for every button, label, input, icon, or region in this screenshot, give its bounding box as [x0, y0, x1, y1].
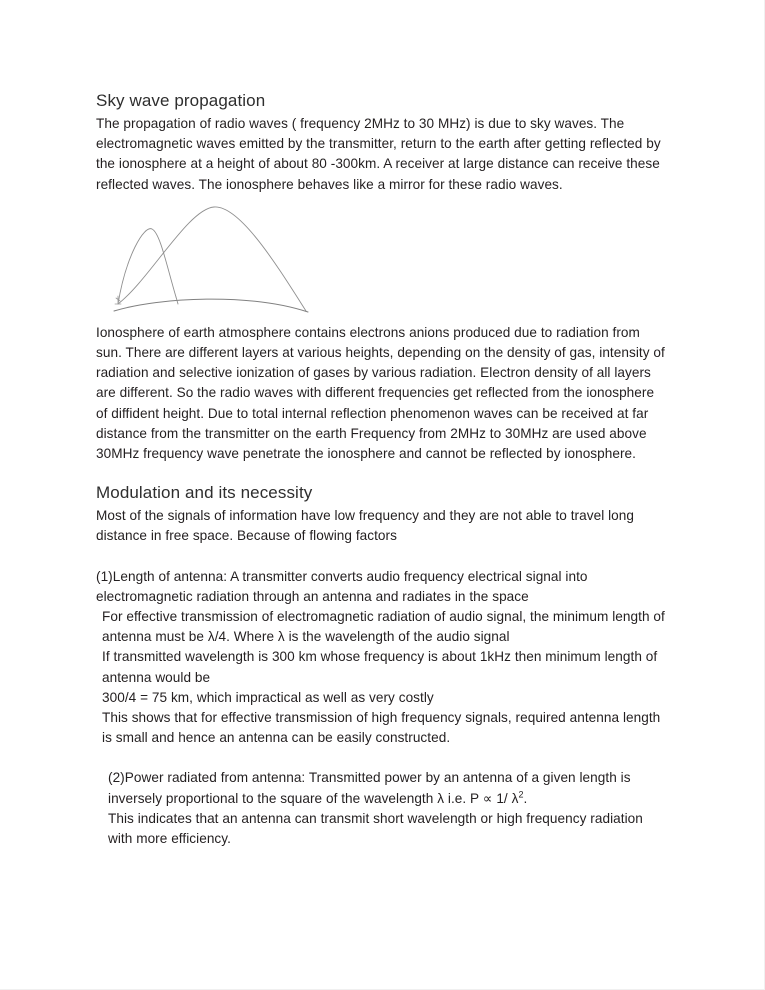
- point-one-lead: (1)Length of antenna: A transmitter converts audio frequency electrical signal into electromagnetic radiation through an antenna and radiates in the space: [96, 568, 588, 604]
- figure-container: [96, 201, 666, 319]
- ionosphere-description-paragraph: Ionosphere of earth atmosphere contains electrons anions produced due to radiation from sun. There are different layers at various heights, depending on the density of gas, intensity of radiation and selective ionization of gases by various radiation. Electron density of all layers are different. So the radio waves with different frequencies get reflected from the ionosphere of diffident height. Due to total internal reflection phenomenon waves can be received at far distance from the transmitter on the earth Frequency from 2MHz to 30MHz are used above 30MHz frequency wave penetrate the ionosphere and cannot be reflected by ionosphere.: [96, 324, 665, 462]
- point-two-line-1: [96, 768, 666, 808]
- paragraph-spacer-2: [96, 748, 666, 768]
- point-one-line-2: If transmitted wavelength is 300 km whose frequency is about 1kHz then minimum length of antenna would be: [102, 649, 658, 685]
- point-one-line-4: This shows that for effective transmission of high frequency signals, required antenna length is small and hence an antenna can be easily constructed.: [102, 710, 661, 746]
- modulation-heading: Modulation and its necessity: [96, 483, 313, 503]
- section-spacer: [96, 464, 666, 482]
- earth-surface-curve: [114, 299, 308, 312]
- document-content: [96, 90, 666, 849]
- point-one-line-1: For effective transmission of electromagnetic radiation of audio signal, the minimum length of antenna must be λ/4. Where λ is the wavelength of the audio signal: [102, 609, 665, 645]
- point-two-line-2: This indicates that an antenna can transmit short wavelength or high frequency radiation with more efficiency.: [108, 810, 643, 847]
- long-sky-wave-path: [118, 207, 306, 311]
- paragraph-spacer-1: [96, 547, 666, 567]
- modulation-intro-paragraph: Most of the signals of information have low frequency and they are not able to travel long distance in free space. Because of flowing factors: [96, 508, 634, 544]
- sky-wave-intro-paragraph: The propagation of radio waves ( frequency 2MHz to 30 MHz) is due to sky waves. The electromagnetic waves emitted by the transmitter, return to the earth after getting reflected by the ionosphere at a height of about 80 -300km. A receiver at large distance can receive these reflected waves. The ionosphere behaves like a mirror for these radio waves.: [96, 116, 661, 192]
- point-two-line-1-period: .: [523, 790, 528, 806]
- point-two-line-1-text: (2)Power radiated from antenna: Transmitted power by an antenna of a given length is inversely proportional to the square of the wavelength λ i.e. P ∝ 1/ λ: [108, 770, 631, 806]
- short-sky-wave-path: [118, 228, 176, 303]
- point-two-exponent: 2: [518, 789, 524, 800]
- sky-wave-propagation-diagram: [110, 201, 340, 319]
- point-one-line-3: 300/4 = 75 km, which impractical as well as very costly: [102, 689, 434, 705]
- page-title: Sky wave propagation: [96, 91, 266, 110]
